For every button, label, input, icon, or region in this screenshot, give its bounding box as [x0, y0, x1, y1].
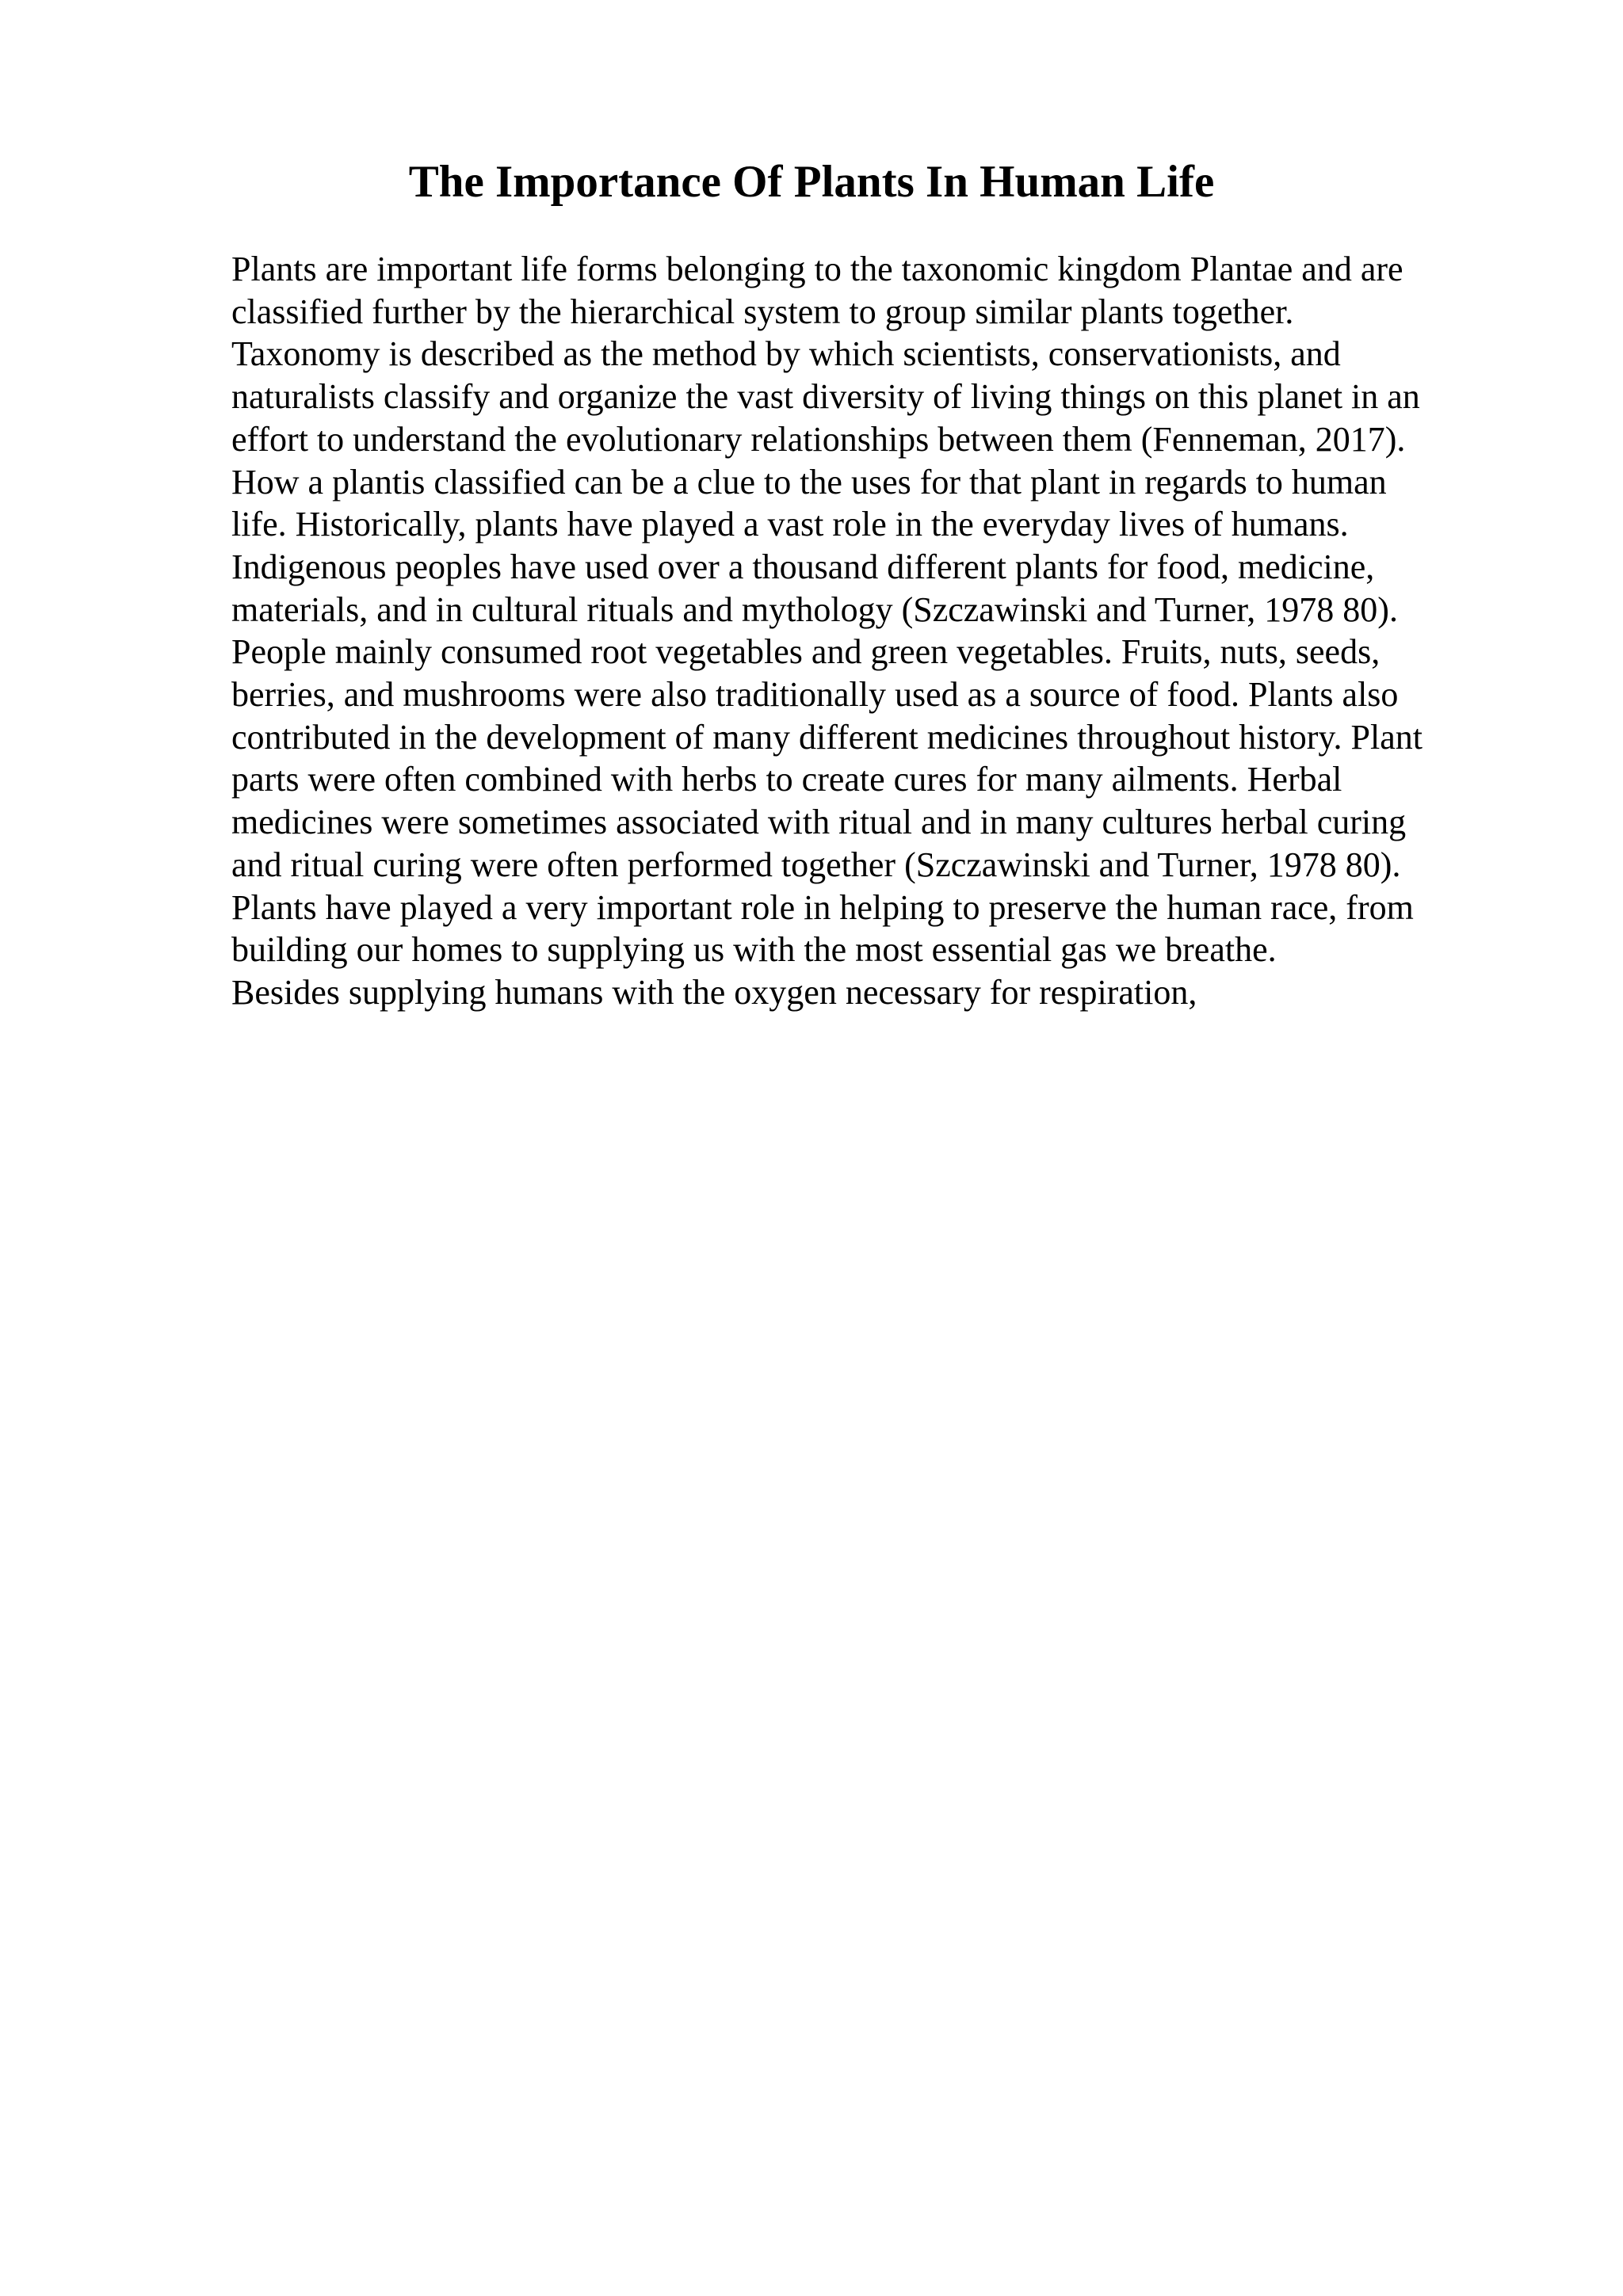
body-line: naturalists classify and organize the vast diversity of living things on this planet in an — [231, 377, 1420, 417]
body-line: berries, and mushrooms were also traditionally used as a source of food. Plants also — [231, 675, 1399, 715]
body-line: How a plantis classified can be a clue to the uses for that plant in regards to human — [231, 462, 1387, 502]
body-line: medicines were sometimes associated with ritual and in many cultures herbal curing — [231, 803, 1407, 842]
body-line: life. Historically, plants have played a vast role in the everyday lives of humans. — [231, 505, 1349, 544]
body-line: and ritual curing were often performed together (Szczawinski and Turner, 1978 80). — [231, 845, 1401, 884]
body-line: Besides supplying humans with the oxygen necessary for respiration, — [231, 972, 1197, 1012]
body-line: Indigenous peoples have used over a thousand different plants for food, medicine, — [231, 547, 1375, 586]
body-line: People mainly consumed root vegetables and green vegetables. Fruits, nuts, seeds, — [231, 632, 1381, 672]
document-body — [231, 248, 1594, 1014]
body-line: Plants have played a very important role in helping to preserve the human race, from — [231, 887, 1414, 927]
body-line: building our homes to supplying us with the most essential gas we breathe. — [231, 930, 1277, 970]
body-line: effort to understand the evolutionary relationships between them (Fenneman, 2017). — [231, 419, 1406, 459]
body-line: contributed in the development of many different medicines throughout history. Plant — [231, 717, 1423, 757]
body-line: classified further by the hierarchical system to group similar plants together. — [231, 292, 1294, 331]
body-line: Plants are important life forms belonging to the taxonomic kingdom Plantae and are — [231, 250, 1403, 288]
body-line: materials, and in cultural rituals and mythology (Szczawinski and Turner, 1978 80). — [231, 589, 1398, 629]
body-line: parts were often combined with herbs to create cures for many ailments. Herbal — [231, 760, 1342, 799]
body-line: Taxonomy is described as the method by which scientists, conservationists, and — [231, 334, 1341, 374]
document-title: The Importance Of Plants In Human Life — [408, 157, 1215, 207]
